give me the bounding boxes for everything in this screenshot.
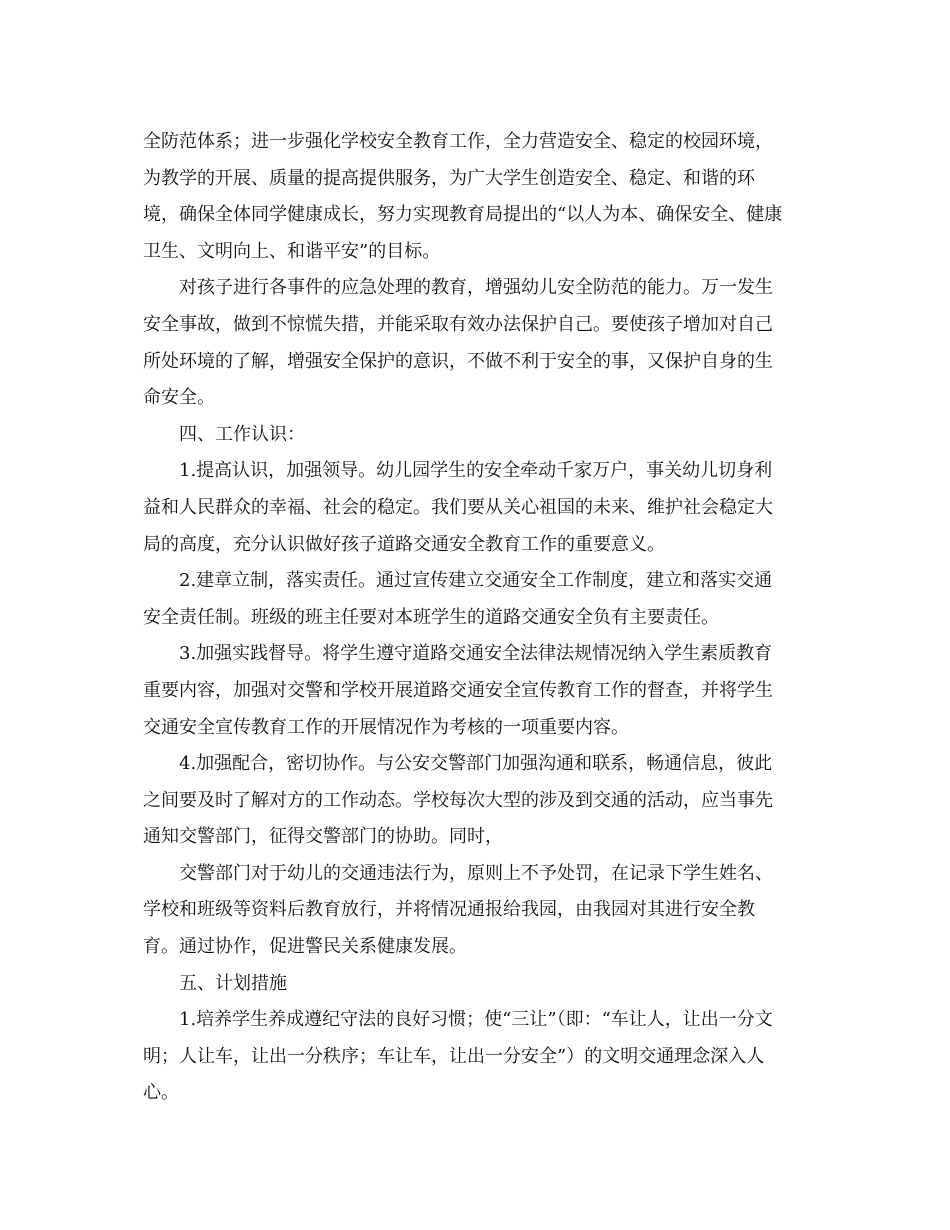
text-line: 重要内容，加强对交警和学校开展道路交通安全宣传教育工作的督查，并将学生	[143, 679, 773, 701]
paragraph-item-4	[143, 746, 813, 856]
text-line: 安全事故，做到不惊慌失措，并能采取有效办法保护自己。要使孩子增加对自己	[143, 313, 773, 335]
text-line: 对孩子进行各事件的应急处理的教育，增强幼儿安全防范的能力。万一发生	[179, 277, 773, 299]
section-heading-plan-measures	[143, 966, 813, 1003]
text-line: 1.提高认识，加强领导。幼儿园学生的安全牵动千家万户，事关幼儿切身利	[179, 460, 773, 482]
document-body	[143, 124, 813, 1112]
text-line: 1.培养学生养成遵纪守法的良好习惯；使“三让”（即：“车让人，让出一分文	[179, 1009, 773, 1031]
text-line: 所处环境的了解，增强安全保护的意识，不做不利于安全的事，又保护自身的生	[143, 350, 773, 372]
text-line: 命安全。	[143, 387, 215, 409]
section-heading-work-understanding	[143, 417, 813, 454]
text-line: 2.建章立制，落实责任。通过宣传建立交通安全工作制度，建立和落实交通	[179, 570, 773, 592]
text-line: 局的高度，充分认识做好孩子道路交通安全教育工作的重要意义。	[143, 533, 665, 555]
text-line: 交警部门对于幼儿的交通违法行为，原则上不予处罚，在记录下学生姓名、	[179, 862, 773, 884]
paragraph-item-2	[143, 563, 813, 636]
text-line: 交通安全宣传教育工作的开展情况作为考核的一项重要内容。	[143, 716, 629, 738]
text-line: 全防范体系；进一步强化学校安全教育工作，全力营造安全、稳定的校园环境，	[143, 131, 773, 152]
text-line: 4.加强配合，密切协作。与公安交警部门加强沟通和联系，畅通信息，彼此	[179, 753, 773, 775]
text-line: 益和人民群众的幸福、社会的稳定。我们要从关心祖国的未来、维护社会稳定大	[143, 496, 773, 518]
paragraph-measure-1	[143, 1002, 813, 1112]
text-line: 境，确保全体同学健康成长，努力实现教育局提出的“以人为本、确保安全、健康	[143, 204, 783, 226]
text-line: 3.加强实践督导。将学生遵守道路交通安全法律法规情况纳入学生素质教育	[179, 643, 773, 665]
text-line: 为教学的开展、质量的提高提供服务，为广大学生创造安全、稳定、和谐的环	[143, 167, 755, 189]
text-line: 学校和班级等资料后教育放行，并将情况通报给我园，由我园对其进行安全教	[143, 899, 755, 921]
paragraph-item-1	[143, 453, 813, 563]
text-line: 明；人让车，让出一分秩序；车让车，让出一分安全”）的文明交通理念深入人	[143, 1045, 765, 1067]
text-line: 安全责任制。班级的班主任要对本班学生的道路交通安全负有主要责任。	[143, 606, 719, 628]
paragraph-item-3	[143, 636, 813, 746]
paragraph-emergency-education	[143, 270, 813, 416]
text-line: 卫生、文明向上、和谐平安”的目标。	[143, 240, 441, 262]
text-line: 育。通过协作，促进警民关系健康发展。	[143, 936, 467, 958]
text-line: 之间要及时了解对方的工作动态。学校每次大型的涉及到交通的活动，应当事先	[143, 789, 773, 811]
text-line: 通知交警部门，征得交警部门的协助。同时，	[143, 826, 503, 848]
text-line: 心。	[143, 1082, 179, 1104]
heading-line: 四、工作认识：	[179, 423, 305, 445]
paragraph-safety-system	[143, 124, 813, 270]
heading-line: 五、计划措施	[179, 972, 287, 994]
paragraph-traffic-police	[143, 856, 813, 966]
